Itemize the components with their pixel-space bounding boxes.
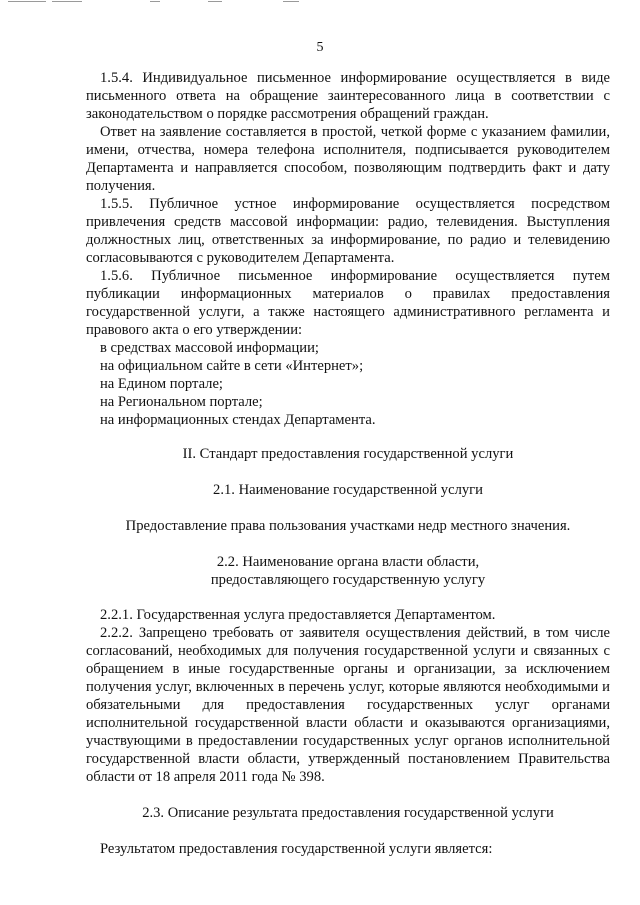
list-item: на информационных стендах Департамента. — [100, 412, 376, 428]
section-title: II. Стандарт предоставления государственной услуги — [182, 446, 514, 462]
paragraph-1-5-4: 1.5.4. Индивидуальное письменное информирование осуществляется в виде письменного ответа на обращение заинтересованного лица в соответствии с законодательством о порядке рассмотрения обращений граждан. — [86, 70, 610, 122]
list-item: на Едином портале; — [100, 376, 223, 392]
list-item: в средствах массовой информации; — [100, 340, 319, 356]
scan-mark — [8, 1, 46, 2]
paragraph-1-5-6: 1.5.6. Публичное письменное информирование осуществляется путем публикации информационных материалов о правилах предоставления государственной услуги, а также настоящего административного регламента и правового акта о его утверждении: — [86, 268, 610, 338]
paragraph-1-5-5: 1.5.5. Публичное устное информирование осуществляется посредством привлечения средств массовой информации: радио, телевидения. Выступления должностных лиц, ответственных за информирование, по радио и телевидению согласовываются с руководителем Департамента. — [86, 196, 610, 266]
heading-2-1: 2.1. Наименование государственной услуги — [213, 482, 483, 498]
publication-list — [86, 339, 610, 429]
list-item: на Региональном портале; — [100, 394, 263, 410]
scan-mark — [52, 1, 82, 2]
paragraph-answer: Ответ на заявление составляется в простой, четкой форме с указанием фамилии, имени, отчества, номера телефона исполнителя, подписывается руководителем Департамента и направляется способом, позволяющим подтвердить факт и дату получения. — [86, 124, 610, 194]
scan-artifact-lines — [0, 0, 640, 6]
page-number: 5 — [316, 40, 324, 55]
scan-mark — [208, 1, 222, 2]
paragraph-2-3: Результатом предоставления государственной услуги является: — [100, 841, 493, 857]
scan-mark — [150, 1, 160, 2]
heading-2-2 — [86, 553, 610, 589]
document-body — [86, 69, 610, 858]
heading-2-3: 2.3. Описание результата предоставления государственной услуги — [142, 805, 554, 821]
paragraph-2-2-2: 2.2.2. Запрещено требовать от заявителя осуществления действий, в том числе согласований, необходимых для получения государственной услуги и связанных с обращением в иные государственные органы и организации, за исключением получения услуг, включенных в перечень услуг, которые являются необходимыми и обязательными для предоставления государственных услуг органами исполнительной государственной власти области и оказываются организациями, участвующими в предоставлении государственных услуг органов исполнительной государственной власти области, утвержденный постановлением Правительства области от 18 апреля 2011 года № 398. — [86, 625, 610, 785]
list-item: на официальном сайте в сети «Интернет»; — [100, 358, 364, 374]
paragraph-2-1: Предоставление права пользования участками недр местного значения. — [125, 518, 571, 534]
heading-2-2-line1: 2.2. Наименование органа власти области, — [216, 554, 480, 570]
paragraph-2-2-1: 2.2.1. Государственная услуга предоставляется Департаментом. — [100, 607, 496, 623]
scan-mark — [283, 1, 299, 2]
heading-2-2-line2: предоставляющего государственную услугу — [210, 572, 486, 588]
